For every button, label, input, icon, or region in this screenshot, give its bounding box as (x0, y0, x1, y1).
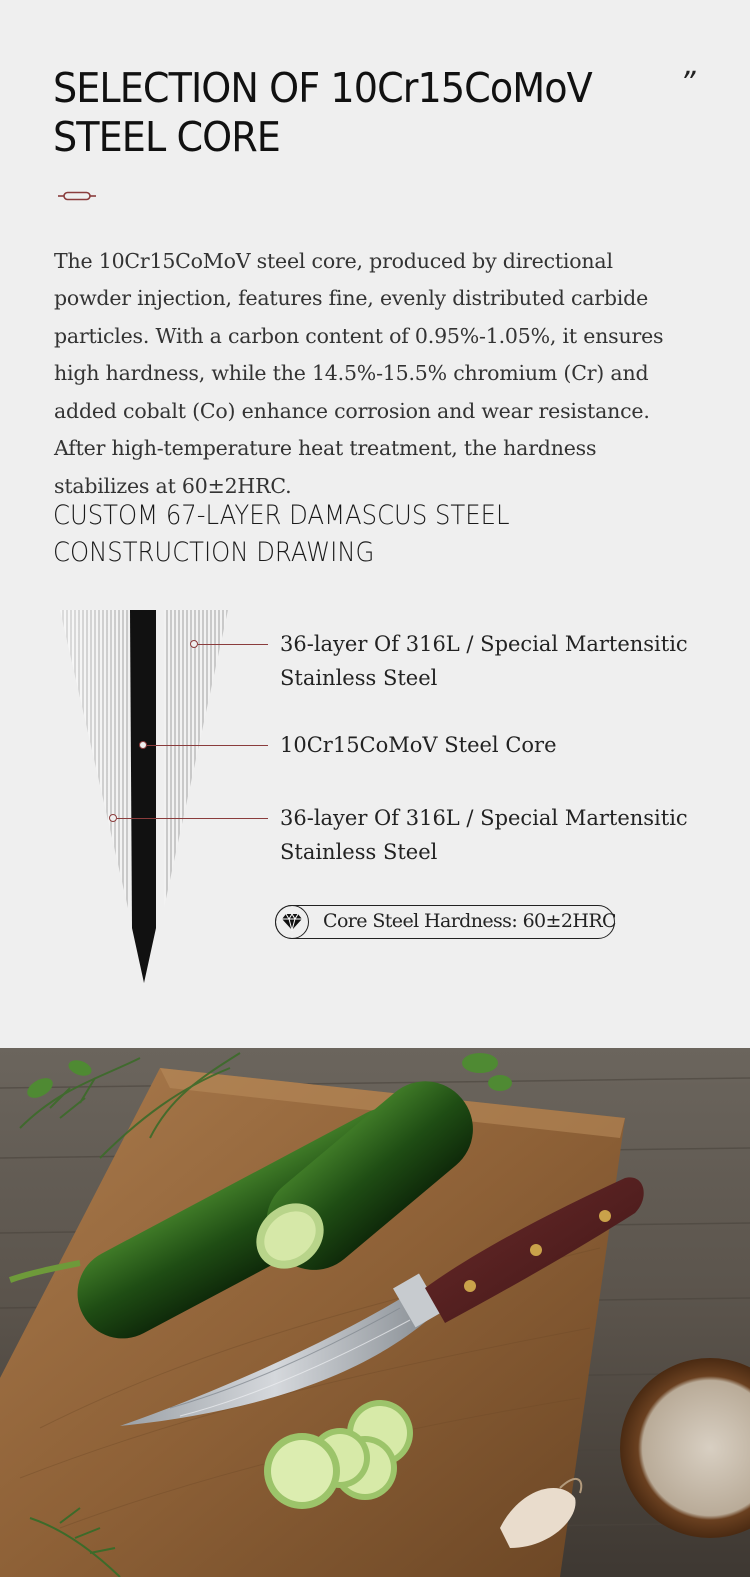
quote-mark: ” (680, 66, 696, 101)
layer-1-label-line-2: Stainless Steel (280, 666, 438, 690)
diamond-icon (275, 905, 309, 939)
layer-3-leader-line (117, 818, 268, 819)
accent-capsule-icon (58, 191, 96, 201)
page-title (53, 64, 611, 162)
layer-3-marker (109, 814, 117, 822)
page-title-line-1: SELECTION OF 10Cr15CoMoV (53, 64, 592, 112)
layer-3-label-line-1: 36-layer Of 316L / Special Martensitic (280, 806, 688, 830)
layer-3-label-line-2: Stainless Steel (280, 840, 438, 864)
intro-paragraph: The 10Cr15CoMoV steel core, produced by directional powder injection, features fine, evenly distributed carbide particles. With a carbon content of 0.95%-1.05%, it ensures high hardness, while the 14.5%-15.5% chromium (Cr) and added cobalt (Co) enhance corrosion and wear resistance. After high-temperature heat treatment, the hardness stabilizes at 60±2HRC. (54, 248, 664, 499)
layer-2-label (280, 728, 557, 762)
layer-2-label-line-1: 10Cr15CoMoV Steel Core (280, 733, 557, 757)
hardness-badge (275, 905, 615, 939)
layer-2-leader-line (147, 745, 268, 746)
construction-title-line-2: CONSTRUCTION DRAWING (53, 537, 375, 568)
layer-2-marker (139, 741, 147, 749)
layer-1-leader-line (198, 644, 268, 645)
steel-core (130, 610, 156, 983)
hardness-badge-text: Core Steel Hardness: 60±2HRC (323, 910, 616, 932)
outer-layer-right (164, 610, 228, 908)
page-title-line-2: STEEL CORE (53, 113, 280, 161)
construction-title-line-1: CUSTOM 67-LAYER DAMASCUS STEEL (53, 500, 510, 531)
layer-1-label (280, 627, 688, 695)
layer-1-marker (190, 640, 198, 648)
construction-title (53, 497, 510, 571)
layer-1-label-line-1: 36-layer Of 316L / Special Martensitic (280, 632, 688, 656)
layer-3-label (280, 801, 688, 869)
blade-cross-section-diagram (58, 608, 230, 986)
product-photo (0, 1048, 750, 1577)
